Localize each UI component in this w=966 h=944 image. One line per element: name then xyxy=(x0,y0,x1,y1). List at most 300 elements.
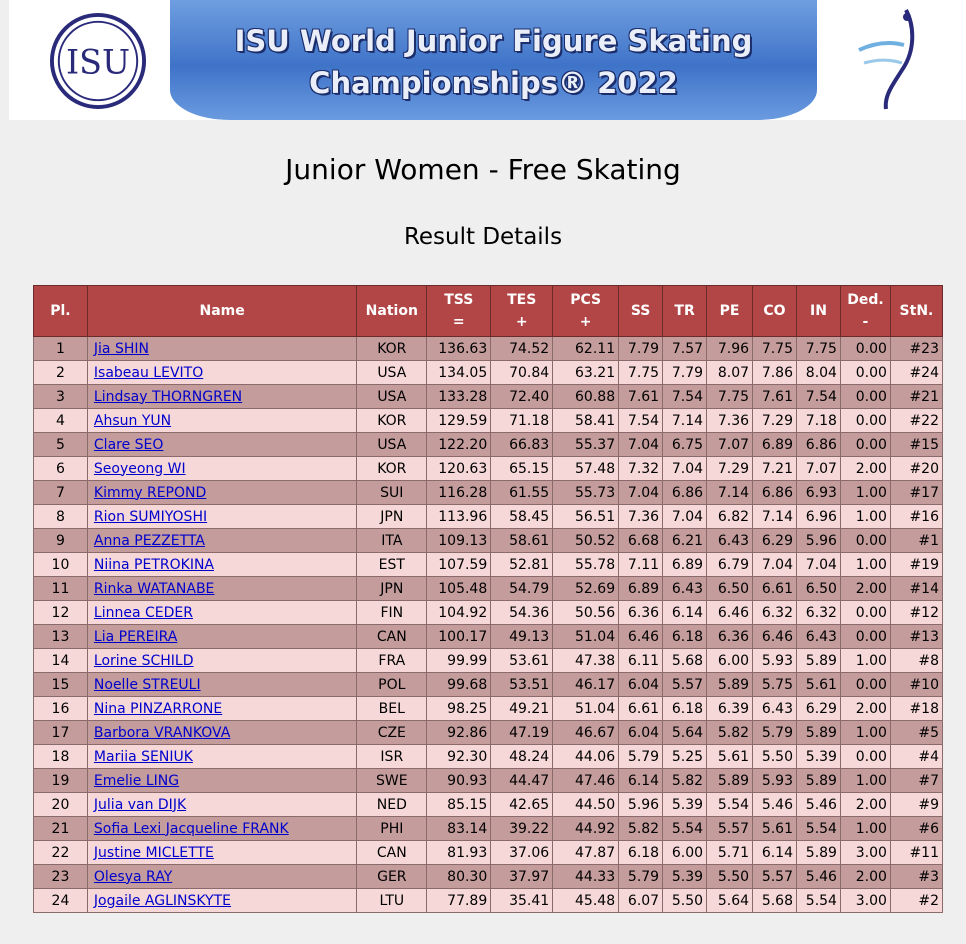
banner-title xyxy=(170,20,817,104)
cell-nation: FIN xyxy=(357,601,427,625)
cell-deductions: 1.00 xyxy=(840,553,890,577)
cell-tss: 99.99 xyxy=(427,649,491,673)
cell-pe: 6.50 xyxy=(707,577,753,601)
cell-tr: 5.64 xyxy=(663,721,707,745)
skater-name-link[interactable]: Julia van DIJK xyxy=(93,796,187,813)
cell-tes: 70.84 xyxy=(491,361,553,385)
cell-deductions: 0.00 xyxy=(840,673,890,697)
cell-co: 6.43 xyxy=(753,697,797,721)
banner-title-line1: ISU World Junior Figure Skating xyxy=(234,24,753,58)
cell-deductions: 0.00 xyxy=(840,433,890,457)
table-row xyxy=(34,529,943,553)
cell-pe: 7.14 xyxy=(707,481,753,505)
cell-nation: USA xyxy=(357,433,427,457)
cell-pe: 8.07 xyxy=(707,361,753,385)
cell-tss: 77.89 xyxy=(427,889,491,913)
cell-tss: 120.63 xyxy=(427,457,491,481)
skater-name-link[interactable]: Noelle STREULI xyxy=(93,676,201,693)
cell-pe: 5.61 xyxy=(707,745,753,769)
skater-name-link[interactable]: Emelie LING xyxy=(93,772,180,789)
cell-deductions: 1.00 xyxy=(840,649,890,673)
cell-in: 5.96 xyxy=(796,529,840,553)
cell-tr: 5.50 xyxy=(663,889,707,913)
cell-in: 5.39 xyxy=(796,745,840,769)
cell-deductions: 0.00 xyxy=(840,745,890,769)
cell-start-number: #8 xyxy=(890,649,942,673)
cell-pe: 7.96 xyxy=(707,337,753,361)
skater-name-link[interactable]: Anna PEZZETTA xyxy=(93,532,205,549)
table-row xyxy=(34,793,943,817)
cell-co: 6.32 xyxy=(753,601,797,625)
skater-name-link[interactable]: Lindsay THORNGREN xyxy=(93,388,243,405)
cell-in: 7.75 xyxy=(796,337,840,361)
cell-in: 5.54 xyxy=(796,817,840,841)
cell-pcs: 44.06 xyxy=(553,745,619,769)
page-title: Junior Women - Free Skating xyxy=(285,153,681,186)
cell-nation: USA xyxy=(357,385,427,409)
cell-name xyxy=(87,793,356,817)
cell-tss: 83.14 xyxy=(427,817,491,841)
cell-tss: 136.63 xyxy=(427,337,491,361)
cell-pe: 5.89 xyxy=(707,769,753,793)
table-row xyxy=(34,337,943,361)
cell-deductions: 0.00 xyxy=(840,529,890,553)
skater-name-link[interactable]: Barbora VRANKOVA xyxy=(93,724,231,741)
cell-pe: 6.00 xyxy=(707,649,753,673)
cell-nation: NED xyxy=(357,793,427,817)
cell-pcs: 51.04 xyxy=(553,625,619,649)
cell-place: 18 xyxy=(34,745,88,769)
cell-tes: 58.45 xyxy=(491,505,553,529)
cell-ss: 7.54 xyxy=(619,409,663,433)
cell-tss: 113.96 xyxy=(427,505,491,529)
cell-tes: 65.15 xyxy=(491,457,553,481)
cell-ss: 7.61 xyxy=(619,385,663,409)
isu-logo-text: ISU xyxy=(65,42,131,82)
cell-in: 7.04 xyxy=(796,553,840,577)
cell-start-number: #3 xyxy=(890,865,942,889)
cell-ss: 5.79 xyxy=(619,745,663,769)
banner-title-area xyxy=(170,0,817,120)
cell-in: 6.50 xyxy=(796,577,840,601)
cell-tr: 5.68 xyxy=(663,649,707,673)
cell-pe: 6.46 xyxy=(707,601,753,625)
cell-place: 20 xyxy=(34,793,88,817)
header-pcs: PCS + xyxy=(553,286,619,337)
cell-start-number: #12 xyxy=(890,601,942,625)
skater-name-link[interactable]: Isabeau LEVITO xyxy=(93,364,204,381)
skater-name-link[interactable]: Rinka WATANABE xyxy=(93,580,215,597)
cell-place: 5 xyxy=(34,433,88,457)
cell-nation: BEL xyxy=(357,697,427,721)
cell-place: 23 xyxy=(34,865,88,889)
table-row xyxy=(34,625,943,649)
cell-co: 6.46 xyxy=(753,625,797,649)
cell-nation: ITA xyxy=(357,529,427,553)
cell-ss: 6.14 xyxy=(619,769,663,793)
cell-name xyxy=(87,721,356,745)
cell-tss: 100.17 xyxy=(427,625,491,649)
cell-place: 15 xyxy=(34,673,88,697)
cell-pcs: 51.04 xyxy=(553,697,619,721)
cell-tes: 53.61 xyxy=(491,649,553,673)
cell-deductions: 0.00 xyxy=(840,361,890,385)
cell-in: 5.89 xyxy=(796,769,840,793)
cell-pe: 5.50 xyxy=(707,865,753,889)
cell-deductions: 1.00 xyxy=(840,721,890,745)
cell-start-number: #24 xyxy=(890,361,942,385)
cell-start-number: #15 xyxy=(890,433,942,457)
cell-in: 7.18 xyxy=(796,409,840,433)
cell-tr: 6.18 xyxy=(663,697,707,721)
cell-tss: 134.05 xyxy=(427,361,491,385)
cell-tss: 85.15 xyxy=(427,793,491,817)
cell-co: 6.89 xyxy=(753,433,797,457)
cell-tes: 39.22 xyxy=(491,817,553,841)
cell-place: 8 xyxy=(34,505,88,529)
cell-deductions: 1.00 xyxy=(840,817,890,841)
header-deductions: Ded. - xyxy=(840,286,890,337)
cell-name xyxy=(87,337,356,361)
cell-nation: GER xyxy=(357,865,427,889)
cell-deductions: 2.00 xyxy=(840,577,890,601)
cell-tr: 6.75 xyxy=(663,433,707,457)
cell-pe: 7.07 xyxy=(707,433,753,457)
cell-in: 5.89 xyxy=(796,841,840,865)
cell-deductions: 0.00 xyxy=(840,337,890,361)
cell-pcs: 46.17 xyxy=(553,673,619,697)
cell-start-number: #17 xyxy=(890,481,942,505)
cell-name xyxy=(87,577,356,601)
cell-tr: 6.18 xyxy=(663,625,707,649)
cell-name xyxy=(87,697,356,721)
cell-deductions: 2.00 xyxy=(840,697,890,721)
cell-co: 6.29 xyxy=(753,529,797,553)
cell-tss: 98.25 xyxy=(427,697,491,721)
cell-place: 10 xyxy=(34,553,88,577)
cell-start-number: #21 xyxy=(890,385,942,409)
cell-place: 14 xyxy=(34,649,88,673)
cell-name xyxy=(87,361,356,385)
cell-co: 7.21 xyxy=(753,457,797,481)
cell-tes: 58.61 xyxy=(491,529,553,553)
cell-nation: ISR xyxy=(357,745,427,769)
cell-tes: 37.97 xyxy=(491,865,553,889)
cell-ss: 6.04 xyxy=(619,721,663,745)
table-row xyxy=(34,385,943,409)
cell-pe: 6.36 xyxy=(707,625,753,649)
cell-nation: KOR xyxy=(357,457,427,481)
table-row xyxy=(34,745,943,769)
cell-tr: 6.21 xyxy=(663,529,707,553)
cell-tss: 81.93 xyxy=(427,841,491,865)
cell-in: 6.43 xyxy=(796,625,840,649)
cell-ss: 5.96 xyxy=(619,793,663,817)
cell-pcs: 44.50 xyxy=(553,793,619,817)
cell-ss: 6.04 xyxy=(619,673,663,697)
cell-start-number: #22 xyxy=(890,409,942,433)
skater-name-link[interactable]: Olesya RAY xyxy=(93,868,173,885)
cell-start-number: #14 xyxy=(890,577,942,601)
cell-pcs: 57.48 xyxy=(553,457,619,481)
cell-ss: 6.36 xyxy=(619,601,663,625)
cell-in: 6.86 xyxy=(796,433,840,457)
cell-co: 6.61 xyxy=(753,577,797,601)
cell-tr: 5.54 xyxy=(663,817,707,841)
cell-ss: 6.18 xyxy=(619,841,663,865)
results-table xyxy=(33,285,943,913)
cell-co: 6.86 xyxy=(753,481,797,505)
cell-co: 7.29 xyxy=(753,409,797,433)
cell-tes: 42.65 xyxy=(491,793,553,817)
cell-name xyxy=(87,673,356,697)
cell-name xyxy=(87,769,356,793)
header-name: Name xyxy=(87,286,356,337)
table-row xyxy=(34,865,943,889)
cell-pcs: 55.78 xyxy=(553,553,619,577)
cell-in: 8.04 xyxy=(796,361,840,385)
table-header-row xyxy=(34,286,943,337)
cell-pcs: 46.67 xyxy=(553,721,619,745)
cell-nation: SWE xyxy=(357,769,427,793)
cell-tss: 116.28 xyxy=(427,481,491,505)
cell-ss: 5.79 xyxy=(619,865,663,889)
table-row xyxy=(34,553,943,577)
cell-pcs: 52.69 xyxy=(553,577,619,601)
cell-tes: 48.24 xyxy=(491,745,553,769)
skater-name-link[interactable]: Rion SUMIYOSHI xyxy=(93,508,208,525)
cell-ss: 7.11 xyxy=(619,553,663,577)
cell-pe: 5.54 xyxy=(707,793,753,817)
table-row xyxy=(34,817,943,841)
table-row xyxy=(34,481,943,505)
cell-tss: 105.48 xyxy=(427,577,491,601)
cell-pe: 5.71 xyxy=(707,841,753,865)
cell-in: 7.07 xyxy=(796,457,840,481)
cell-tes: 54.36 xyxy=(491,601,553,625)
cell-tes: 74.52 xyxy=(491,337,553,361)
cell-start-number: #10 xyxy=(890,673,942,697)
championship-banner xyxy=(9,0,966,120)
cell-nation: EST xyxy=(357,553,427,577)
cell-place: 1 xyxy=(34,337,88,361)
header-start-number: StN. xyxy=(890,286,942,337)
cell-pcs: 45.48 xyxy=(553,889,619,913)
cell-tr: 6.14 xyxy=(663,601,707,625)
cell-ss: 5.82 xyxy=(619,817,663,841)
cell-nation: JPN xyxy=(357,577,427,601)
header-co: CO xyxy=(753,286,797,337)
cell-ss: 7.75 xyxy=(619,361,663,385)
cell-pcs: 50.56 xyxy=(553,601,619,625)
cell-deductions: 1.00 xyxy=(840,481,890,505)
cell-tr: 5.39 xyxy=(663,793,707,817)
header-nation: Nation xyxy=(357,286,427,337)
header-in: IN xyxy=(796,286,840,337)
cell-nation: POL xyxy=(357,673,427,697)
cell-tss: 129.59 xyxy=(427,409,491,433)
cell-nation: KOR xyxy=(357,409,427,433)
cell-co: 7.14 xyxy=(753,505,797,529)
cell-ss: 6.89 xyxy=(619,577,663,601)
cell-tes: 49.21 xyxy=(491,697,553,721)
cell-pcs: 62.11 xyxy=(553,337,619,361)
skater-name-link[interactable]: Justine MICLETTE xyxy=(93,844,214,861)
cell-tss: 133.28 xyxy=(427,385,491,409)
cell-place: 22 xyxy=(34,841,88,865)
header-ss: SS xyxy=(619,286,663,337)
cell-pcs: 55.73 xyxy=(553,481,619,505)
cell-in: 5.54 xyxy=(796,889,840,913)
cell-place: 3 xyxy=(34,385,88,409)
cell-name xyxy=(87,649,356,673)
skater-name-link[interactable]: Lia PEREIRA xyxy=(93,628,178,645)
cell-co: 5.57 xyxy=(753,865,797,889)
cell-name xyxy=(87,457,356,481)
cell-start-number: #11 xyxy=(890,841,942,865)
skater-name-link[interactable]: Jogaile AGLINSKYTE xyxy=(93,892,232,909)
cell-nation: USA xyxy=(357,361,427,385)
table-row xyxy=(34,697,943,721)
cell-nation: CAN xyxy=(357,841,427,865)
cell-start-number: #2 xyxy=(890,889,942,913)
cell-co: 5.61 xyxy=(753,817,797,841)
table-row xyxy=(34,673,943,697)
cell-pcs: 47.46 xyxy=(553,769,619,793)
cell-in: 6.96 xyxy=(796,505,840,529)
cell-ss: 7.36 xyxy=(619,505,663,529)
cell-pcs: 47.38 xyxy=(553,649,619,673)
cell-ss: 6.68 xyxy=(619,529,663,553)
cell-tss: 92.86 xyxy=(427,721,491,745)
cell-name xyxy=(87,529,356,553)
skater-name-link[interactable]: Mariia SENIUK xyxy=(93,748,193,765)
cell-start-number: #4 xyxy=(890,745,942,769)
cell-name xyxy=(87,481,356,505)
cell-nation: JPN xyxy=(357,505,427,529)
banner-title-line2: Championships® 2022 xyxy=(309,66,678,100)
cell-place: 9 xyxy=(34,529,88,553)
cell-co: 7.75 xyxy=(753,337,797,361)
cell-name xyxy=(87,841,356,865)
cell-tr: 6.43 xyxy=(663,577,707,601)
cell-co: 5.79 xyxy=(753,721,797,745)
cell-deductions: 0.00 xyxy=(840,601,890,625)
skater-name-link[interactable]: Sofia Lexi Jacqueline FRANK xyxy=(93,820,289,837)
table-row xyxy=(34,649,943,673)
cell-pe: 7.29 xyxy=(707,457,753,481)
cell-place: 21 xyxy=(34,817,88,841)
cell-tss: 99.68 xyxy=(427,673,491,697)
cell-deductions: 3.00 xyxy=(840,889,890,913)
cell-tr: 5.57 xyxy=(663,673,707,697)
cell-place: 2 xyxy=(34,361,88,385)
cell-nation: FRA xyxy=(357,649,427,673)
cell-ss: 6.61 xyxy=(619,697,663,721)
cell-pcs: 58.41 xyxy=(553,409,619,433)
cell-deductions: 2.00 xyxy=(840,457,890,481)
table-row xyxy=(34,361,943,385)
cell-tr: 7.54 xyxy=(663,385,707,409)
cell-name xyxy=(87,745,356,769)
cell-place: 19 xyxy=(34,769,88,793)
cell-in: 5.89 xyxy=(796,649,840,673)
cell-place: 11 xyxy=(34,577,88,601)
skater-name-link[interactable]: Linnea CEDER xyxy=(93,604,193,621)
cell-pe: 5.64 xyxy=(707,889,753,913)
cell-co: 6.14 xyxy=(753,841,797,865)
skater-icon xyxy=(854,5,924,115)
skater-name-link[interactable]: Jia SHIN xyxy=(93,340,149,357)
cell-tss: 92.30 xyxy=(427,745,491,769)
table-row xyxy=(34,457,943,481)
cell-pcs: 47.87 xyxy=(553,841,619,865)
cell-pe: 6.39 xyxy=(707,697,753,721)
cell-place: 12 xyxy=(34,601,88,625)
cell-in: 7.54 xyxy=(796,385,840,409)
cell-tr: 7.14 xyxy=(663,409,707,433)
skater-name-link[interactable]: Nina PINZARRONE xyxy=(93,700,223,717)
cell-co: 5.50 xyxy=(753,745,797,769)
cell-tes: 44.47 xyxy=(491,769,553,793)
cell-nation: CZE xyxy=(357,721,427,745)
skater-name-link[interactable]: Kimmy REPOND xyxy=(93,484,207,501)
cell-pe: 6.82 xyxy=(707,505,753,529)
cell-nation: PHI xyxy=(357,817,427,841)
isu-logo xyxy=(49,12,147,110)
table-row xyxy=(34,769,943,793)
cell-start-number: #1 xyxy=(890,529,942,553)
cell-start-number: #13 xyxy=(890,625,942,649)
cell-tes: 47.19 xyxy=(491,721,553,745)
cell-tss: 104.92 xyxy=(427,601,491,625)
cell-name xyxy=(87,889,356,913)
cell-tr: 7.04 xyxy=(663,457,707,481)
header-tes: TES + xyxy=(491,286,553,337)
cell-name xyxy=(87,409,356,433)
cell-place: 16 xyxy=(34,697,88,721)
skater-name-link[interactable]: Ahsun YUN xyxy=(93,412,172,429)
cell-start-number: #19 xyxy=(890,553,942,577)
cell-co: 5.75 xyxy=(753,673,797,697)
skater-name-link[interactable]: Lorine SCHILD xyxy=(93,652,194,669)
cell-tss: 90.93 xyxy=(427,769,491,793)
cell-pcs: 56.51 xyxy=(553,505,619,529)
cell-nation: KOR xyxy=(357,337,427,361)
page-subtitle: Result Details xyxy=(403,224,563,250)
header-place: Pl. xyxy=(34,286,88,337)
cell-in: 6.32 xyxy=(796,601,840,625)
cell-start-number: #7 xyxy=(890,769,942,793)
cell-tss: 107.59 xyxy=(427,553,491,577)
skater-name-link[interactable]: Clare SEO xyxy=(93,436,164,453)
cell-name xyxy=(87,553,356,577)
table-row xyxy=(34,841,943,865)
cell-tes: 52.81 xyxy=(491,553,553,577)
cell-place: 17 xyxy=(34,721,88,745)
cell-co: 7.61 xyxy=(753,385,797,409)
cell-pcs: 50.52 xyxy=(553,529,619,553)
cell-co: 7.86 xyxy=(753,361,797,385)
cell-co: 5.68 xyxy=(753,889,797,913)
skater-name-link[interactable]: Niina PETROKINA xyxy=(93,556,215,573)
cell-start-number: #18 xyxy=(890,697,942,721)
skater-name-link[interactable]: Seoyeong WI xyxy=(93,460,186,477)
cell-tes: 53.51 xyxy=(491,673,553,697)
table-row xyxy=(34,409,943,433)
cell-in: 6.29 xyxy=(796,697,840,721)
cell-name xyxy=(87,505,356,529)
